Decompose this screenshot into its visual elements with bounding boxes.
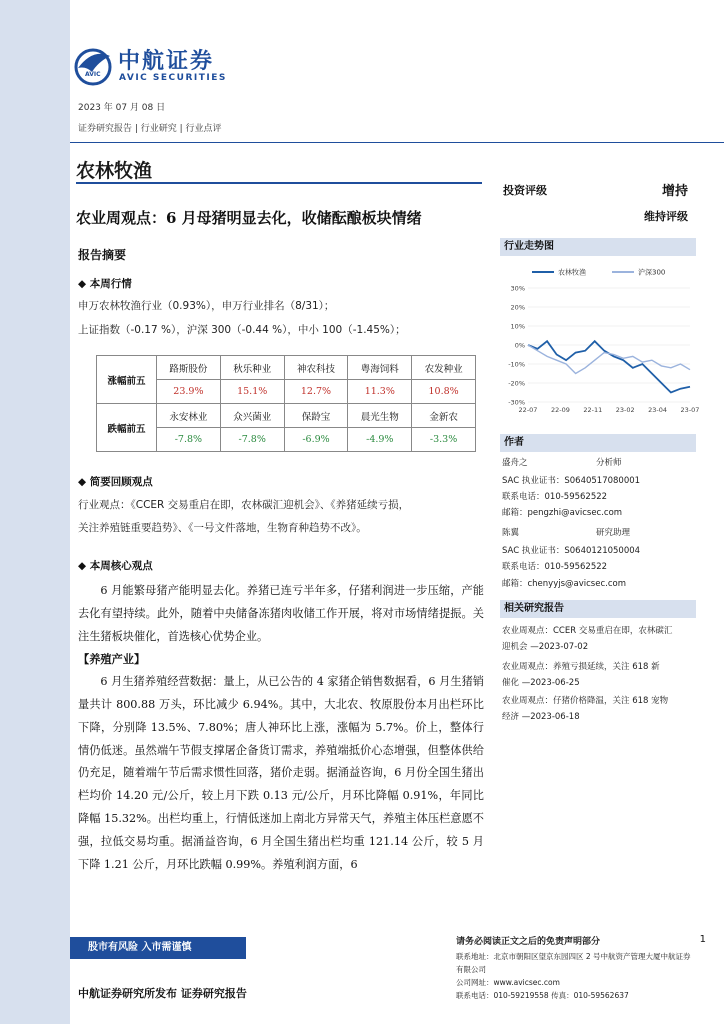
table-cell: -7.8% <box>157 428 221 452</box>
table-cell: 金新农 <box>412 404 476 428</box>
y-tick-label: 10% <box>510 322 525 331</box>
author1-sac: SAC 执业证书：S0640517080001 <box>502 476 641 486</box>
author2-role: 研究助理 <box>596 528 631 538</box>
address-line-1: 联系地址：北京市朝阳区望京东园四区 2 号中航资产管理大厦中航证券 <box>456 952 691 961</box>
table-row <box>97 404 476 428</box>
legend-label: 农林牧渔 <box>558 268 586 277</box>
trend-chart <box>500 262 700 422</box>
summary-heading: 报告摘要 <box>78 248 127 262</box>
author1-role: 分析师 <box>596 458 622 468</box>
related-item[interactable]: 农业周观点：CCER 交易重启在即，农林碳汇 <box>502 626 673 636</box>
rating-label: 投资评级 <box>503 184 547 197</box>
x-tick-label: 22-07 <box>518 406 538 414</box>
up-label: 涨幅前五 <box>97 356 157 404</box>
y-tick-label: -20% <box>508 379 525 388</box>
website-line[interactable]: 公司网址：www.avicsec.com <box>456 978 560 987</box>
authors-title: 作者 <box>500 434 696 452</box>
x-tick-label: 23-02 <box>615 406 635 414</box>
related-item[interactable]: 农业周观点：仔猪价格降温，关注 618 宠物 <box>502 696 669 706</box>
review-heading: ◆ 简要回顾观点 <box>78 476 153 488</box>
logo-cn-text: 中航证券 <box>118 49 215 74</box>
disclaimer-note: 请务必阅读正文之后的免责声明部分 <box>456 937 601 947</box>
x-tick-label: 23-04 <box>648 406 668 414</box>
table-cell: 永安林业 <box>157 404 221 428</box>
weekly-heading: ◆ 本周行情 <box>78 278 132 290</box>
core-paragraph-2: 6 月生猪养殖经营数据：量上，从已公告的 4 家猪企销售数据看，6 月生猪销量共计 800.88 万头，环比减少 6.94%。其中，大北农、牧原股份本月出栏环比下降，分别降 13.5%、7.80%；唐人神环比上涨，涨幅为 5.7%。价上，整体行情仍低迷。虽然端午节假支撑屠企备货订需求，养殖端抵价心态增强，但整体供给仍充足，随着端午节后需求惯性回落，猪价走弱。据涌益咨询，6 月份全国生猪出栏均价 14.20 元/公斤，较上月下跌 0.13 元/公斤，月环比降幅 0.91%，年同比降幅 15.32%。出栏均重上，行情低迷加上南北方异常天气，养殖主体压栏意愿不强，拉低交易均重。据涌益咨询，6 月全国生猪出栏均重 121.14 公斤，较 5 月下降 1.21 公斤，月环比跌幅 0.99%。养殖利润方面，6 <box>78 675 484 871</box>
y-tick-label: 30% <box>510 284 525 293</box>
related-item[interactable]: 农业周观点：养殖亏损延续，关注 618 新 <box>502 662 660 672</box>
review-line-2: 关注养殖链重要趋势》、《一号文件落地，生物育种趋势不改》。 <box>78 522 367 534</box>
table-cell: -7.8% <box>220 428 284 452</box>
x-tick-label: 23-07 <box>680 406 700 414</box>
header-rule <box>70 142 724 143</box>
related-item[interactable]: 催化 —2023-06-25 <box>502 678 580 688</box>
left-color-bar <box>0 0 70 1024</box>
logo-en-text: AVIC SECURITIES <box>119 73 227 83</box>
author2-phone: 联系电话：010-59562522 <box>502 562 608 572</box>
table-cell: 15.1% <box>220 380 284 404</box>
report-date: 2023 年 07 月 08 日 <box>78 103 166 113</box>
sector-rule <box>76 182 482 184</box>
table-cell: -6.9% <box>284 428 348 452</box>
weekly-line-1: 申万农林牧渔行业（0.93%），申万行业排名（8/31）； <box>78 300 335 312</box>
publisher-line: 中航证券研究所发布 证券研究报告 <box>78 987 247 1000</box>
table-cell: 保龄宝 <box>284 404 348 428</box>
author1-phone: 联系电话：010-59562522 <box>502 492 608 502</box>
legend-label: 沪深300 <box>638 268 666 277</box>
table-cell: -4.9% <box>348 428 412 452</box>
related-title: 相关研究报告 <box>500 600 696 618</box>
author2-sac: SAC 执业证书：S0640121050004 <box>502 546 641 556</box>
rating-value: 增持 <box>661 184 688 199</box>
risk-banner: 股市有风险 入市需谨慎 <box>70 937 246 959</box>
author2-email[interactable]: 邮箱：chenyyjs@avicsec.com <box>502 579 626 589</box>
review-line-1: 行业观点：《CCER 交易重启在即，农林碳汇迎机会》、《养猪延续亏损， <box>78 499 410 511</box>
related-item[interactable]: 经济 —2023-06-18 <box>502 712 580 722</box>
table-cell: 11.3% <box>348 380 412 404</box>
table-cell: 粤海饲料 <box>348 356 412 380</box>
doc-type: 证券研究报告 | 行业研究 | 行业点评 <box>78 124 222 134</box>
rating-sub: 维持评级 <box>644 210 688 223</box>
x-tick-label: 22-11 <box>583 406 603 414</box>
x-tick-label: 22-09 <box>550 406 570 414</box>
weekly-line-2: 上证指数（-0.17 %），沪深 300（-0.44 %），中小 100（-1.45%）； <box>78 324 406 336</box>
performance-table <box>96 355 476 452</box>
table-cell: 路斯股份 <box>157 356 221 380</box>
table-cell: 晨光生物 <box>348 404 412 428</box>
table-cell: 农发种业 <box>412 356 476 380</box>
core-section-tag: 【养殖产业】 <box>78 652 146 667</box>
address-line-2: 有限公司 <box>456 965 486 974</box>
table-cell: 众兴菌业 <box>220 404 284 428</box>
y-tick-label: 20% <box>510 303 525 312</box>
down-label: 跌幅前五 <box>97 404 157 452</box>
page-number: 1 <box>699 934 706 945</box>
y-tick-label: 0% <box>514 341 525 350</box>
table-cell: 23.9% <box>157 380 221 404</box>
core-body <box>78 580 484 876</box>
core-heading: ◆ 本周核心观点 <box>78 560 153 572</box>
related-item[interactable]: 迎机会 —2023-07-02 <box>502 642 589 652</box>
contact-line: 联系电话：010-59219558 传真：010-59562637 <box>456 991 629 1000</box>
author1-name: 盛舟之 <box>502 458 528 468</box>
sector-title: 农林牧渔 <box>76 160 153 182</box>
core-paragraph-1: 6 月能繁母猪产能明显去化。养猪已连亏半年多，仔猪利润进一步压缩，产能去化有望持续。此外，随着中央储备冻猪肉收储工作开展，将对市场情绪提振。关注生猪板块催化，首选核心优势企业。 <box>78 584 484 643</box>
table-cell: 12.7% <box>284 380 348 404</box>
table-cell: 神农科技 <box>284 356 348 380</box>
y-tick-label: -30% <box>508 398 525 407</box>
trend-chart-title: 行业走势图 <box>500 238 696 256</box>
report-title: 农业周观点：6 月母猪明显去化，收储酝酿板块情绪 <box>76 209 422 227</box>
author1-email[interactable]: 邮箱：pengzhi@avicsec.com <box>502 508 623 518</box>
table-cell: 10.8% <box>412 380 476 404</box>
table-row <box>97 356 476 380</box>
table-cell: 秋乐种业 <box>220 356 284 380</box>
table-cell: -3.3% <box>412 428 476 452</box>
y-tick-label: -10% <box>508 360 525 369</box>
author2-name: 陈翼 <box>502 528 520 538</box>
svg-text:AVIC: AVIC <box>85 71 101 78</box>
